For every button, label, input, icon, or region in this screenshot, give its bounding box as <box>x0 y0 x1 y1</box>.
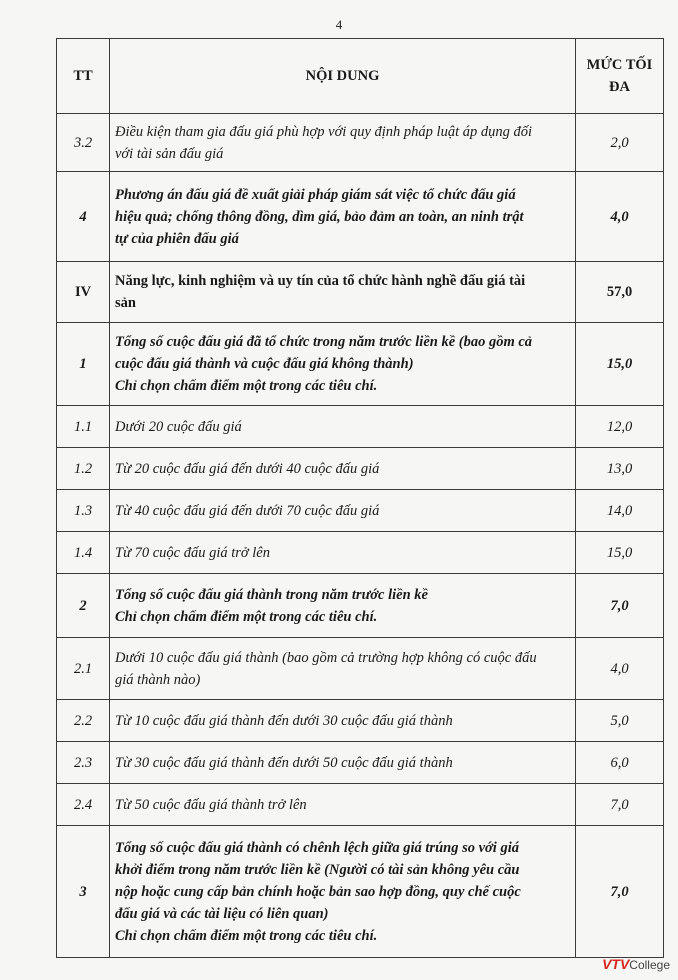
scoring-table <box>56 38 664 958</box>
row-max-score: 7,0 <box>576 784 664 826</box>
row-content-line: Từ 10 cuộc đấu giá thành đến dưới 30 cuộc đấu giá thành <box>115 712 453 729</box>
row-content-line: Năng lực, kinh nghiệm và uy tín của tổ chức hành nghề đấu giá tài <box>115 273 526 289</box>
table-row <box>57 532 664 574</box>
row-content-line: Từ 40 cuộc đấu giá đến dưới 70 cuộc đấu giá <box>115 502 380 519</box>
table-row <box>57 490 664 532</box>
row-max-score: 6,0 <box>576 742 664 784</box>
row-content-line: Tổng số cuộc đấu giá thành có chênh lệch giữa giá trúng so với giá <box>115 839 519 856</box>
row-content <box>110 826 576 958</box>
row-max-score: 7,0 <box>576 826 664 958</box>
row-content-line: Từ 30 cuộc đấu giá thành đến dưới 50 cuộc đấu giá thành <box>115 754 453 771</box>
row-max-score: 4,0 <box>576 172 664 262</box>
row-content <box>110 114 576 172</box>
row-max-score: 14,0 <box>576 490 664 532</box>
row-content-line: Điều kiện tham gia đấu giá phù hợp với quy định pháp luật áp dụng đối <box>115 123 533 140</box>
table-header-row <box>57 39 664 114</box>
row-max-score: 7,0 <box>576 574 664 638</box>
row-tt: IV <box>57 262 110 323</box>
row-content-line: giá thành nào) <box>115 671 201 688</box>
table-row <box>57 784 664 826</box>
row-content-line: Phương án đấu giá đề xuất giải pháp giám sát việc tổ chức đấu giá <box>115 186 516 203</box>
row-tt: 1.1 <box>57 406 110 448</box>
row-content-line: Chỉ chọn chấm điểm một trong các tiêu chí. <box>115 608 378 625</box>
row-tt: 2.1 <box>57 638 110 700</box>
row-tt: 2 <box>57 574 110 638</box>
row-content-line: hiệu quả; chống thông đồng, dìm giá, bảo đảm an toàn, an ninh trật <box>115 208 524 225</box>
row-content-line: với tài sản đấu giá <box>115 145 224 162</box>
header-max: MỨC TỐI ĐA <box>576 39 664 114</box>
row-tt: 2.4 <box>57 784 110 826</box>
row-max-score: 57,0 <box>576 262 664 323</box>
header-content: NỘI DUNG <box>110 39 576 114</box>
row-content <box>110 448 576 490</box>
vtv-college-logo: VTVCollege <box>602 956 670 972</box>
row-content-line: khởi điểm trong năm trước liền kề (Người có tài sản không yêu cầu <box>115 861 520 878</box>
row-content-line: nộp hoặc cung cấp bản chính hoặc bản sao hợp đồng, quy chế cuộc <box>115 883 521 900</box>
row-max-score: 13,0 <box>576 448 664 490</box>
row-content-line: tự của phiên đấu giá <box>115 230 239 247</box>
table-row <box>57 172 664 262</box>
row-max-score: 12,0 <box>576 406 664 448</box>
row-content-line: Dưới 10 cuộc đấu giá thành (bao gồm cả trường hợp không có cuộc đấu <box>115 649 537 666</box>
page-number: 4 <box>335 17 343 32</box>
row-content-line: Dưới 20 cuộc đấu giá <box>115 418 242 435</box>
row-max-score: 5,0 <box>576 700 664 742</box>
row-tt: 4 <box>57 172 110 262</box>
row-content <box>110 700 576 742</box>
row-content-line: Từ 50 cuộc đấu giá thành trở lên <box>115 796 307 813</box>
row-max-score: 4,0 <box>576 638 664 700</box>
row-tt: 1.4 <box>57 532 110 574</box>
row-content-line: Từ 70 cuộc đấu giá trở lên <box>115 544 270 561</box>
row-content <box>110 742 576 784</box>
row-content <box>110 406 576 448</box>
row-content <box>110 172 576 262</box>
row-tt: 2.3 <box>57 742 110 784</box>
table-row <box>57 114 664 172</box>
table-row <box>57 262 664 323</box>
row-content <box>110 262 576 323</box>
row-content-line: Chỉ chọn chấm điểm một trong các tiêu chí. <box>115 378 378 394</box>
row-max-score: 15,0 <box>576 323 664 406</box>
table-row <box>57 323 664 406</box>
row-content <box>110 532 576 574</box>
table-row <box>57 826 664 958</box>
table-row <box>57 574 664 638</box>
row-tt: 1.3 <box>57 490 110 532</box>
row-tt: 3 <box>57 826 110 958</box>
row-content-line: Tổng số cuộc đấu giá thành trong năm trước liền kề <box>115 586 428 603</box>
row-tt: 1 <box>57 323 110 406</box>
table-row <box>57 448 664 490</box>
row-tt: 3.2 <box>57 114 110 172</box>
table-row <box>57 742 664 784</box>
row-content-line: sản <box>115 295 136 311</box>
row-content <box>110 574 576 638</box>
row-tt: 2.2 <box>57 700 110 742</box>
row-content-line: Tổng số cuộc đấu giá đã tổ chức trong năm trước liền kề (bao gồm cả <box>115 334 533 350</box>
header-tt: TT <box>57 39 110 114</box>
table-row <box>57 700 664 742</box>
row-max-score: 2,0 <box>576 114 664 172</box>
row-content <box>110 784 576 826</box>
row-content-line: đấu giá và các tài liệu có liên quan) <box>115 905 329 922</box>
row-tt: 1.2 <box>57 448 110 490</box>
row-content-line: Từ 20 cuộc đấu giá đến dưới 40 cuộc đấu giá <box>115 460 380 477</box>
row-max-score: 15,0 <box>576 532 664 574</box>
row-content <box>110 638 576 700</box>
row-content-line: Chỉ chọn chấm điểm một trong các tiêu chí. <box>115 927 378 944</box>
table-row <box>57 638 664 700</box>
row-content-line: cuộc đấu giá thành và cuộc đấu giá không thành) <box>115 356 414 372</box>
row-content <box>110 490 576 532</box>
row-content <box>110 323 576 406</box>
table-row <box>57 406 664 448</box>
